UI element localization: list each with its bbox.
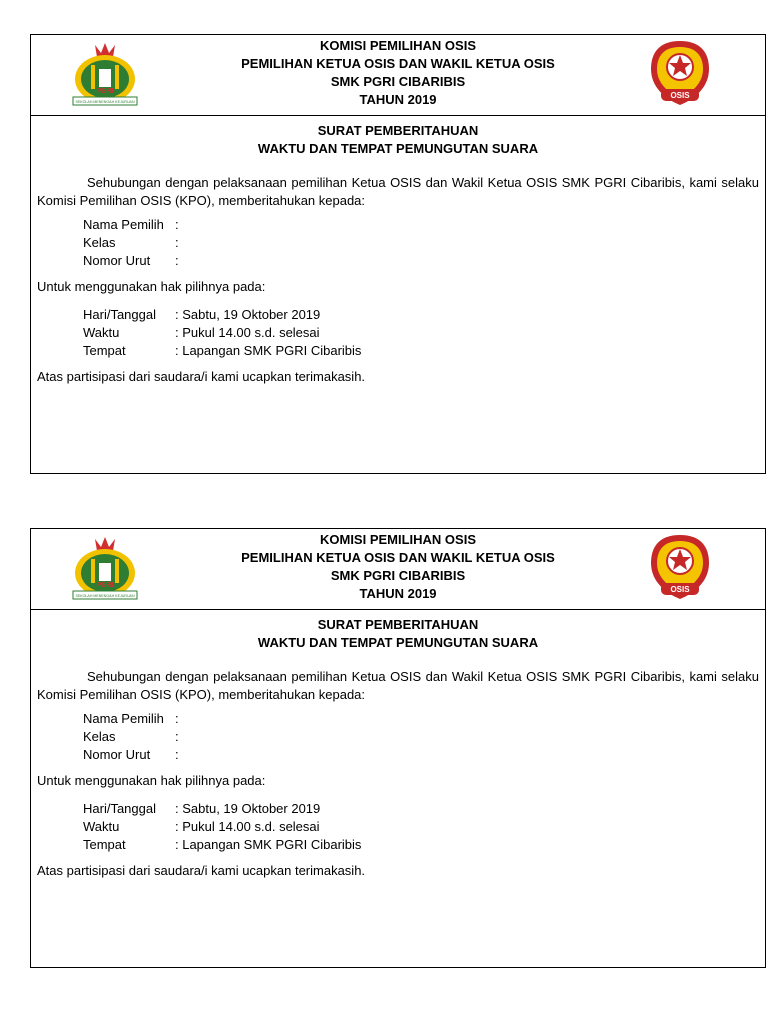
header-line-2: PEMILIHAN KETUA OSIS DAN WAKIL KETUA OSIS — [241, 56, 555, 71]
voter-field-row: Nomor Urut : — [83, 747, 179, 762]
voter-field-row: Nomor Urut : — [83, 253, 179, 268]
schedule-row: Waktu : Pukul 14.00 s.d. selesai — [83, 819, 320, 834]
voter-field-row: Kelas : — [83, 729, 179, 744]
voter-field-row: Nama Pemilih : — [83, 217, 179, 232]
schedule-fields — [83, 800, 361, 854]
thanks-text: Atas partisipasi dari saudara/i kami ucapkan terimakasih. — [37, 369, 366, 384]
osis-logo-icon — [649, 39, 711, 109]
notice-card-1 — [30, 34, 766, 474]
schedule-row: Tempat : Lapangan SMK PGRI Cibaribis — [83, 343, 362, 358]
voter-fields — [83, 216, 179, 270]
voter-field-row: Nama Pemilih : — [83, 711, 179, 726]
schedule-fields — [83, 306, 361, 360]
schedule-row: Waktu : Pukul 14.00 s.d. selesai — [83, 325, 320, 340]
header-line-1: KOMISI PEMILIHAN OSIS — [319, 38, 476, 53]
voter-fields — [83, 710, 179, 764]
thanks-text: Atas partisipasi dari saudara/i kami ucapkan terimakasih. — [37, 863, 366, 878]
header-line-4: TAHUN 2019 — [359, 586, 437, 601]
notice-paragraph: Sehubungan dengan pelaksanaan pemilihan Ketua OSIS dan Wakil Ketua OSIS SMK PGRI Cibaribis, kami selaku Komisi Pemilihan OSIS (KPO), memberitahukan kepada: — [37, 669, 759, 702]
header-line-1: KOMISI PEMILIHAN OSIS — [319, 532, 476, 547]
notice-title-1: SURAT PEMBERITAHUAN — [317, 617, 479, 632]
notice-title-1: SURAT PEMBERITAHUAN — [317, 123, 479, 138]
schedule-row: Hari/Tanggal : Sabtu, 19 Oktober 2019 — [83, 307, 321, 322]
card-body — [31, 616, 765, 878]
notice-paragraph: Sehubungan dengan pelaksanaan pemilihan Ketua OSIS dan Wakil Ketua OSIS SMK PGRI Cibaribis, kami selaku Komisi Pemilihan OSIS (KPO), memberitahukan kepada: — [37, 175, 759, 208]
header-line-3: SMK PGRI CIBARIBIS — [330, 74, 466, 89]
notice-title-2: WAKTU DAN TEMPAT PEMUNGUTAN SUARA — [257, 141, 539, 156]
card-header — [31, 35, 765, 116]
card-body — [31, 122, 765, 384]
schedule-row: Hari/Tanggal : Sabtu, 19 Oktober 2019 — [83, 801, 321, 816]
svg-text:OSIS: OSIS — [670, 91, 690, 100]
osis-logo-icon — [649, 533, 711, 603]
svg-text:PGRI: PGRI — [96, 88, 114, 95]
svg-text:SEKOLAH MENENGAH KEJURUAN: SEKOLAH MENENGAH KEJURUAN — [75, 594, 135, 598]
card-header — [31, 529, 765, 610]
voter-field-row: Kelas : — [83, 235, 179, 250]
notice-card-2 — [30, 528, 766, 968]
svg-text:OSIS: OSIS — [670, 585, 690, 594]
svg-text:PGRI: PGRI — [96, 582, 114, 589]
notice-title-2: WAKTU DAN TEMPAT PEMUNGUTAN SUARA — [257, 635, 539, 650]
schedule-row: Tempat : Lapangan SMK PGRI Cibaribis — [83, 837, 362, 852]
use-right-text: Untuk menggunakan hak pilihnya pada: — [37, 279, 266, 294]
svg-text:SEKOLAH MENENGAH KEJURUAN: SEKOLAH MENENGAH KEJURUAN — [75, 100, 135, 104]
use-right-text: Untuk menggunakan hak pilihnya pada: — [37, 773, 266, 788]
header-line-2: PEMILIHAN KETUA OSIS DAN WAKIL KETUA OSIS — [241, 550, 555, 565]
header-line-4: TAHUN 2019 — [359, 92, 437, 107]
header-line-3: SMK PGRI CIBARIBIS — [330, 568, 466, 583]
